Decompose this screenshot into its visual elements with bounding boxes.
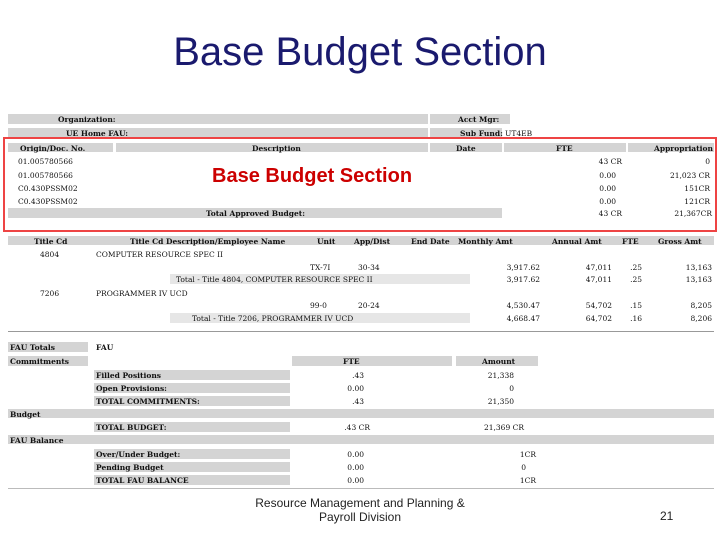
monthly-header: Monthly Amt [458, 237, 513, 246]
filled-fte: .43 [352, 371, 364, 380]
group1-total-label: Total - Title 4804, COMPUTER RESOURCE SPEC II [176, 275, 373, 284]
title-code: 7206 [40, 289, 60, 298]
description-header: Description [252, 144, 301, 153]
monthly-cell: 3,917.62 [506, 263, 540, 272]
over-under-amount: 1CR [519, 450, 536, 459]
organization-label: Organization: [58, 115, 116, 124]
total-budget-amount: 21,369 CR [483, 423, 524, 432]
open-amount: 0 [509, 384, 514, 393]
total-budget-label: TOTAL BUDGET: [96, 423, 167, 432]
monthly-cell: 4,530.47 [506, 301, 540, 310]
total-approved-fte: 43 CR [598, 209, 622, 218]
total-commitments-label: TOTAL COMMITMENTS: [96, 397, 200, 406]
footer-line-1: Resource Management and Planning & [255, 496, 465, 510]
fte-cell: 0.00 [599, 171, 616, 180]
total-commitments-fte: .43 [352, 397, 364, 406]
app-dist-cell: 20-24 [358, 301, 380, 310]
origin-cell: 01.005780566 [18, 171, 73, 180]
subfund-value: UT4EB [505, 129, 533, 138]
page-number: 21 [660, 509, 674, 523]
total-fau-balance-fte: 0.00 [347, 476, 364, 485]
total-approved-appropriation: 21,367CR [674, 209, 712, 218]
group2-total-gross: 8,206 [690, 314, 712, 323]
appropriation-cell: 0 [705, 157, 710, 166]
ue-home-fau-label: UE Home FAU: [66, 129, 129, 138]
annual-cell: 47,011 [585, 263, 612, 272]
fau-totals-label: FAU Totals [10, 343, 55, 352]
title-desc: COMPUTER RESOURCE SPEC II [96, 250, 223, 259]
totals-fte-header: FTE [343, 357, 360, 366]
fte-cell: 43 CR [598, 157, 622, 166]
appropriation-cell: 21,023 CR [669, 171, 710, 180]
unit-cell: 99-0 [310, 301, 327, 310]
title-cd-header: Title Cd [34, 237, 68, 246]
commitments-label: Commitments [10, 357, 70, 366]
pending-fte: 0.00 [347, 463, 364, 472]
group2-total-label: Total - Title 7206, PROGRAMMER IV UCD [192, 314, 354, 323]
group2-total-annual: 64,702 [585, 314, 612, 323]
group2-total-fte: .16 [630, 314, 642, 323]
total-budget-fte: .43 CR [344, 423, 370, 432]
totals-amount-header: Amount [482, 357, 516, 366]
date-header: Date [456, 144, 476, 153]
total-commitments-amount: 21,350 [487, 397, 514, 406]
group1-total-monthly: 3,917.62 [506, 275, 540, 284]
group1-total-fte: .25 [630, 275, 642, 284]
annual-cell: 54,702 [585, 301, 612, 310]
title-desc-header: Title Cd Description/Employee Name [130, 237, 286, 246]
open-fte: 0.00 [347, 384, 364, 393]
footer-line-2: Payroll Division [318, 510, 402, 524]
appropriation-cell: 151CR [684, 184, 710, 193]
page-title: Base Budget Section [173, 30, 547, 74]
fte-cell: .25 [630, 263, 642, 272]
base-budget-overlay-label: Base Budget Section [212, 165, 413, 187]
fte-header: FTE [556, 144, 573, 153]
bottom-divider [8, 488, 714, 489]
footer [240, 496, 480, 524]
fte-cell: 0.00 [599, 184, 616, 193]
open-label: Open Provisions: [96, 384, 167, 393]
appropriation-cell: 121CR [684, 197, 710, 206]
fte-cell: .15 [630, 301, 642, 310]
totals-fte-header-bar [292, 356, 452, 366]
group2-total-monthly: 4,668.47 [506, 314, 540, 323]
subfund-label: Sub Fund: [460, 129, 503, 138]
total-fau-balance-label: TOTAL FAU BALANCE [96, 476, 189, 485]
over-under-label: Over/Under Budget: [96, 450, 181, 459]
origin-header: Origin/Doc. No. [20, 144, 86, 153]
over-under-fte: 0.00 [347, 450, 364, 459]
title-code: 4804 [40, 250, 60, 259]
group1-total-annual: 47,011 [585, 275, 612, 284]
unit-cell: TX-7I [310, 263, 331, 272]
pending-amount: 0 [521, 463, 526, 472]
app-dist-cell: 30-34 [358, 263, 380, 272]
fau-label: FAU [96, 343, 114, 352]
gross-cell: 13,163 [685, 263, 712, 272]
filled-label: Filled Positions [96, 371, 162, 380]
filled-amount: 21,338 [487, 371, 514, 380]
gross-header: Gross Amt [658, 237, 702, 246]
budget-label: Budget [10, 410, 41, 419]
budget-bar [8, 409, 714, 418]
fau-balance-label: FAU Balance [10, 436, 64, 445]
app-dist-header: App/Dist [354, 237, 391, 246]
gross-cell: 8,205 [690, 301, 712, 310]
fau-balance-bar [8, 435, 714, 444]
annual-header: Annual Amt [552, 237, 602, 246]
total-approved-label: Total Approved Budget: [206, 209, 306, 218]
appropriation-header: Appropriation [654, 144, 713, 153]
unit-header: Unit [317, 237, 336, 246]
group1-total-gross: 13,163 [685, 275, 712, 284]
title-fte-header: FTE [622, 237, 639, 246]
fte-cell: 0.00 [599, 197, 616, 206]
section-divider [8, 331, 714, 332]
origin-cell: C0.430PSSM02 [18, 184, 78, 193]
acct-mgr-label: Acct Mgr: [458, 115, 500, 124]
end-date-header: End Date [411, 237, 450, 246]
origin-cell: C0.430PSSM02 [18, 197, 78, 206]
pending-label: Pending Budget [96, 463, 164, 472]
origin-cell: 01.005780566 [18, 157, 73, 166]
title-desc: PROGRAMMER IV UCD [96, 289, 188, 298]
total-fau-balance-amount: 1CR [519, 476, 536, 485]
